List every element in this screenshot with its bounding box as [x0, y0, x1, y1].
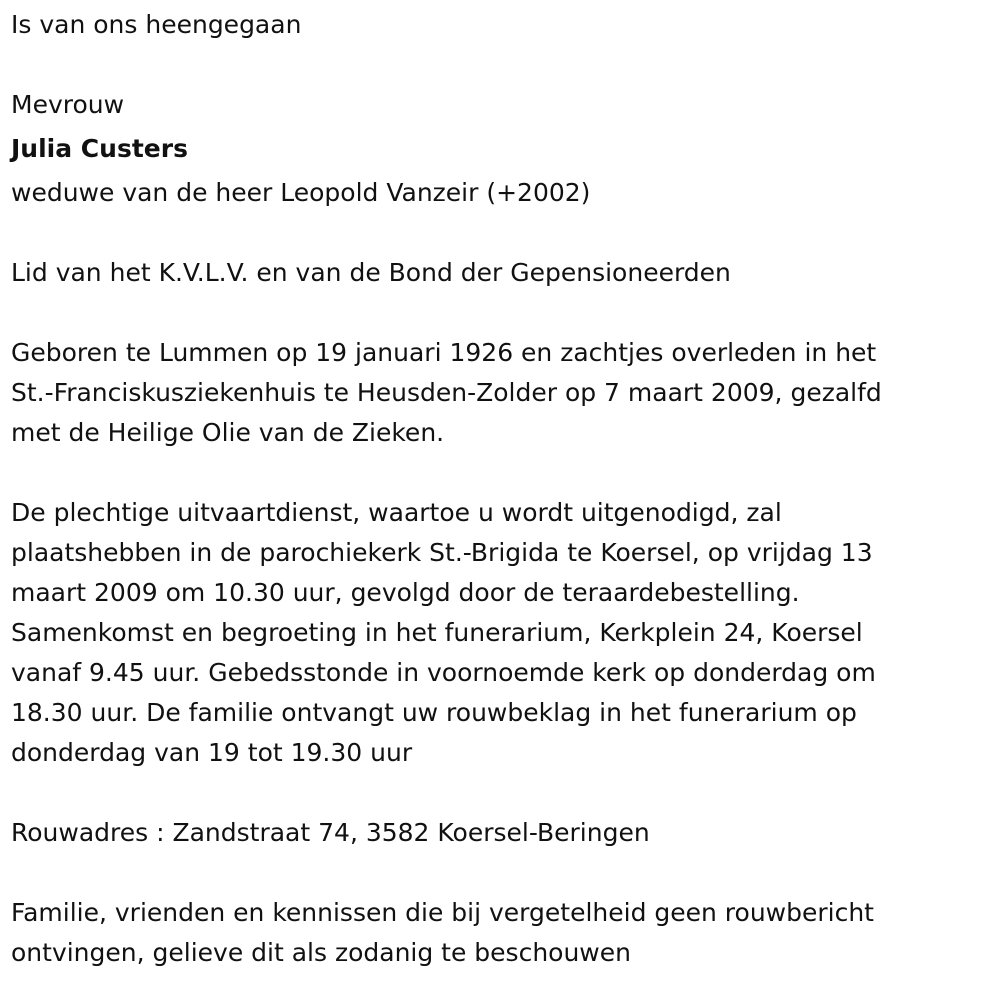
funeral-line: plaatshebben in de parochiekerk St.-Brigida te Koersel, op vrijdag 13	[11, 538, 873, 567]
intro-text: Is van ons heengegaan	[11, 10, 302, 39]
membership-text: Lid van het K.V.L.V. en van de Bond der Gepensioneerden	[11, 258, 731, 287]
funeral-line: De plechtige uitvaartdienst, waartoe u wordt uitgenodigd, zal	[11, 498, 782, 527]
spacer	[11, 853, 1000, 893]
funeral-line: donderdag van 19 tot 19.30 uur	[11, 738, 413, 767]
spacer	[11, 773, 1000, 813]
funeral-line: 18.30 uur. De familie ontvangt uw rouwbeklag in het funerarium op	[11, 698, 857, 727]
spacer	[11, 453, 1000, 493]
mourning-address: Rouwadres : Zandstraat 74, 3582 Koersel-Beringen	[11, 818, 650, 847]
funeral-line: maart 2009 om 10.30 uur, gevolgd door de teraardebestelling.	[11, 578, 800, 607]
funeral-line: Samenkomst en begroeting in het funerarium, Kerkplein 24, Koersel	[11, 618, 863, 647]
birth-death-paragraph	[11, 333, 1000, 453]
widow-line: weduwe van de heer Leopold Vanzeir (+2002)	[11, 178, 591, 207]
deceased-name: Julia Custers	[11, 134, 188, 163]
closing-line: Familie, vrienden en kennissen die bij vergetelheid geen rouwbericht	[11, 898, 874, 927]
spacer	[11, 213, 1000, 253]
closing-paragraph	[11, 893, 1000, 973]
birth-death-line: met de Heilige Olie van de Zieken.	[11, 418, 445, 447]
closing-line: ontvingen, gelieve dit als zodanig te beschouwen	[11, 938, 631, 967]
birth-death-line: St.-Franciskusziekenhuis te Heusden-Zolder op 7 maart 2009, gezalfd	[11, 378, 882, 407]
funeral-paragraph	[11, 493, 1000, 773]
funeral-line: vanaf 9.45 uur. Gebedsstonde in voornoemde kerk op donderdag om	[11, 658, 876, 687]
spacer	[11, 45, 1000, 85]
salutation-text: Mevrouw	[11, 90, 125, 119]
birth-death-line: Geboren te Lummen op 19 januari 1926 en zachtjes overleden in het	[11, 338, 877, 367]
spacer	[11, 293, 1000, 333]
